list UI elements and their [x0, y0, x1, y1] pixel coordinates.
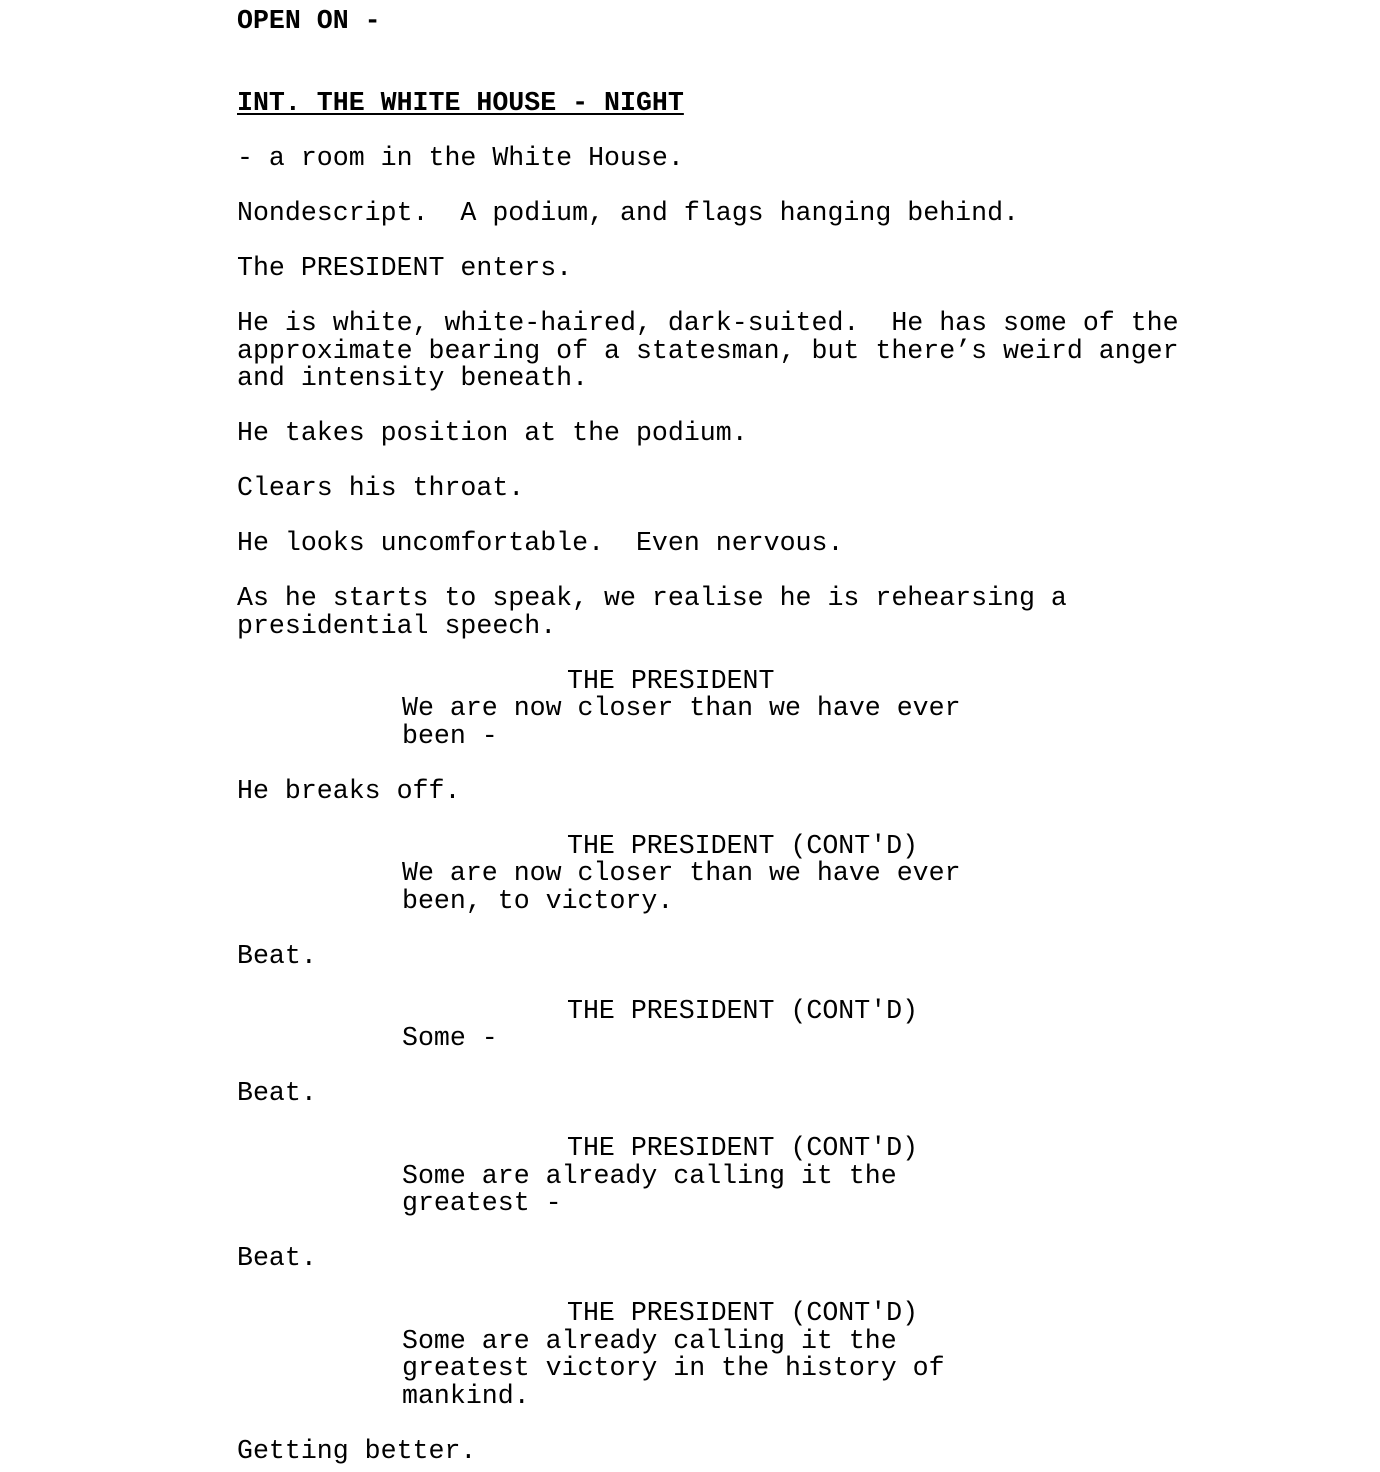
scene-heading: INT. THE WHITE HOUSE - NIGHT	[237, 88, 684, 118]
action-line: He takes position at the podium.	[237, 418, 748, 448]
action-line: Beat.	[237, 941, 317, 971]
action-line: - a room in the White House.	[237, 143, 684, 173]
dialogue-line: Some -	[402, 1023, 498, 1053]
action-line: Nondescript. A podium, and flags hanging behind.	[237, 198, 1019, 228]
dialogue-line: been, to victory.	[402, 886, 674, 916]
dialogue-line: greatest -	[402, 1188, 562, 1218]
action-line: Clears his throat.	[237, 473, 525, 503]
transition: OPEN ON -	[237, 6, 381, 36]
dialogue-line: mankind.	[402, 1381, 530, 1411]
character-name: THE PRESIDENT	[567, 666, 775, 696]
action-line: and intensity beneath.	[237, 363, 589, 393]
action-line: approximate bearing of a statesman, but there’s weird anger	[237, 336, 1179, 366]
action-line: He breaks off.	[237, 776, 461, 806]
action-line: He is white, white-haired, dark-suited. He has some of the	[237, 308, 1179, 338]
action-line: The PRESIDENT enters.	[237, 253, 573, 283]
character-name: THE PRESIDENT (CONT'D)	[567, 831, 919, 861]
character-name: THE PRESIDENT (CONT'D)	[567, 1133, 919, 1163]
character-name: THE PRESIDENT (CONT'D)	[567, 1298, 919, 1328]
action-line: Getting better.	[237, 1436, 477, 1466]
dialogue-line: We are now closer than we have ever	[402, 858, 961, 888]
dialogue-line: Some are already calling it the	[402, 1326, 897, 1356]
dialogue-line: We are now closer than we have ever	[402, 693, 961, 723]
dialogue-line: greatest victory in the history of	[402, 1353, 945, 1383]
action-line: Beat.	[237, 1243, 317, 1273]
character-name: THE PRESIDENT (CONT'D)	[567, 996, 919, 1026]
action-line: Beat.	[237, 1078, 317, 1108]
action-line: He looks uncomfortable. Even nervous.	[237, 528, 844, 558]
action-line: As he starts to speak, we realise he is rehearsing a	[237, 583, 1067, 613]
dialogue-line: Some are already calling it the	[402, 1161, 897, 1191]
action-line: presidential speech.	[237, 611, 557, 641]
dialogue-line: been -	[402, 721, 498, 751]
